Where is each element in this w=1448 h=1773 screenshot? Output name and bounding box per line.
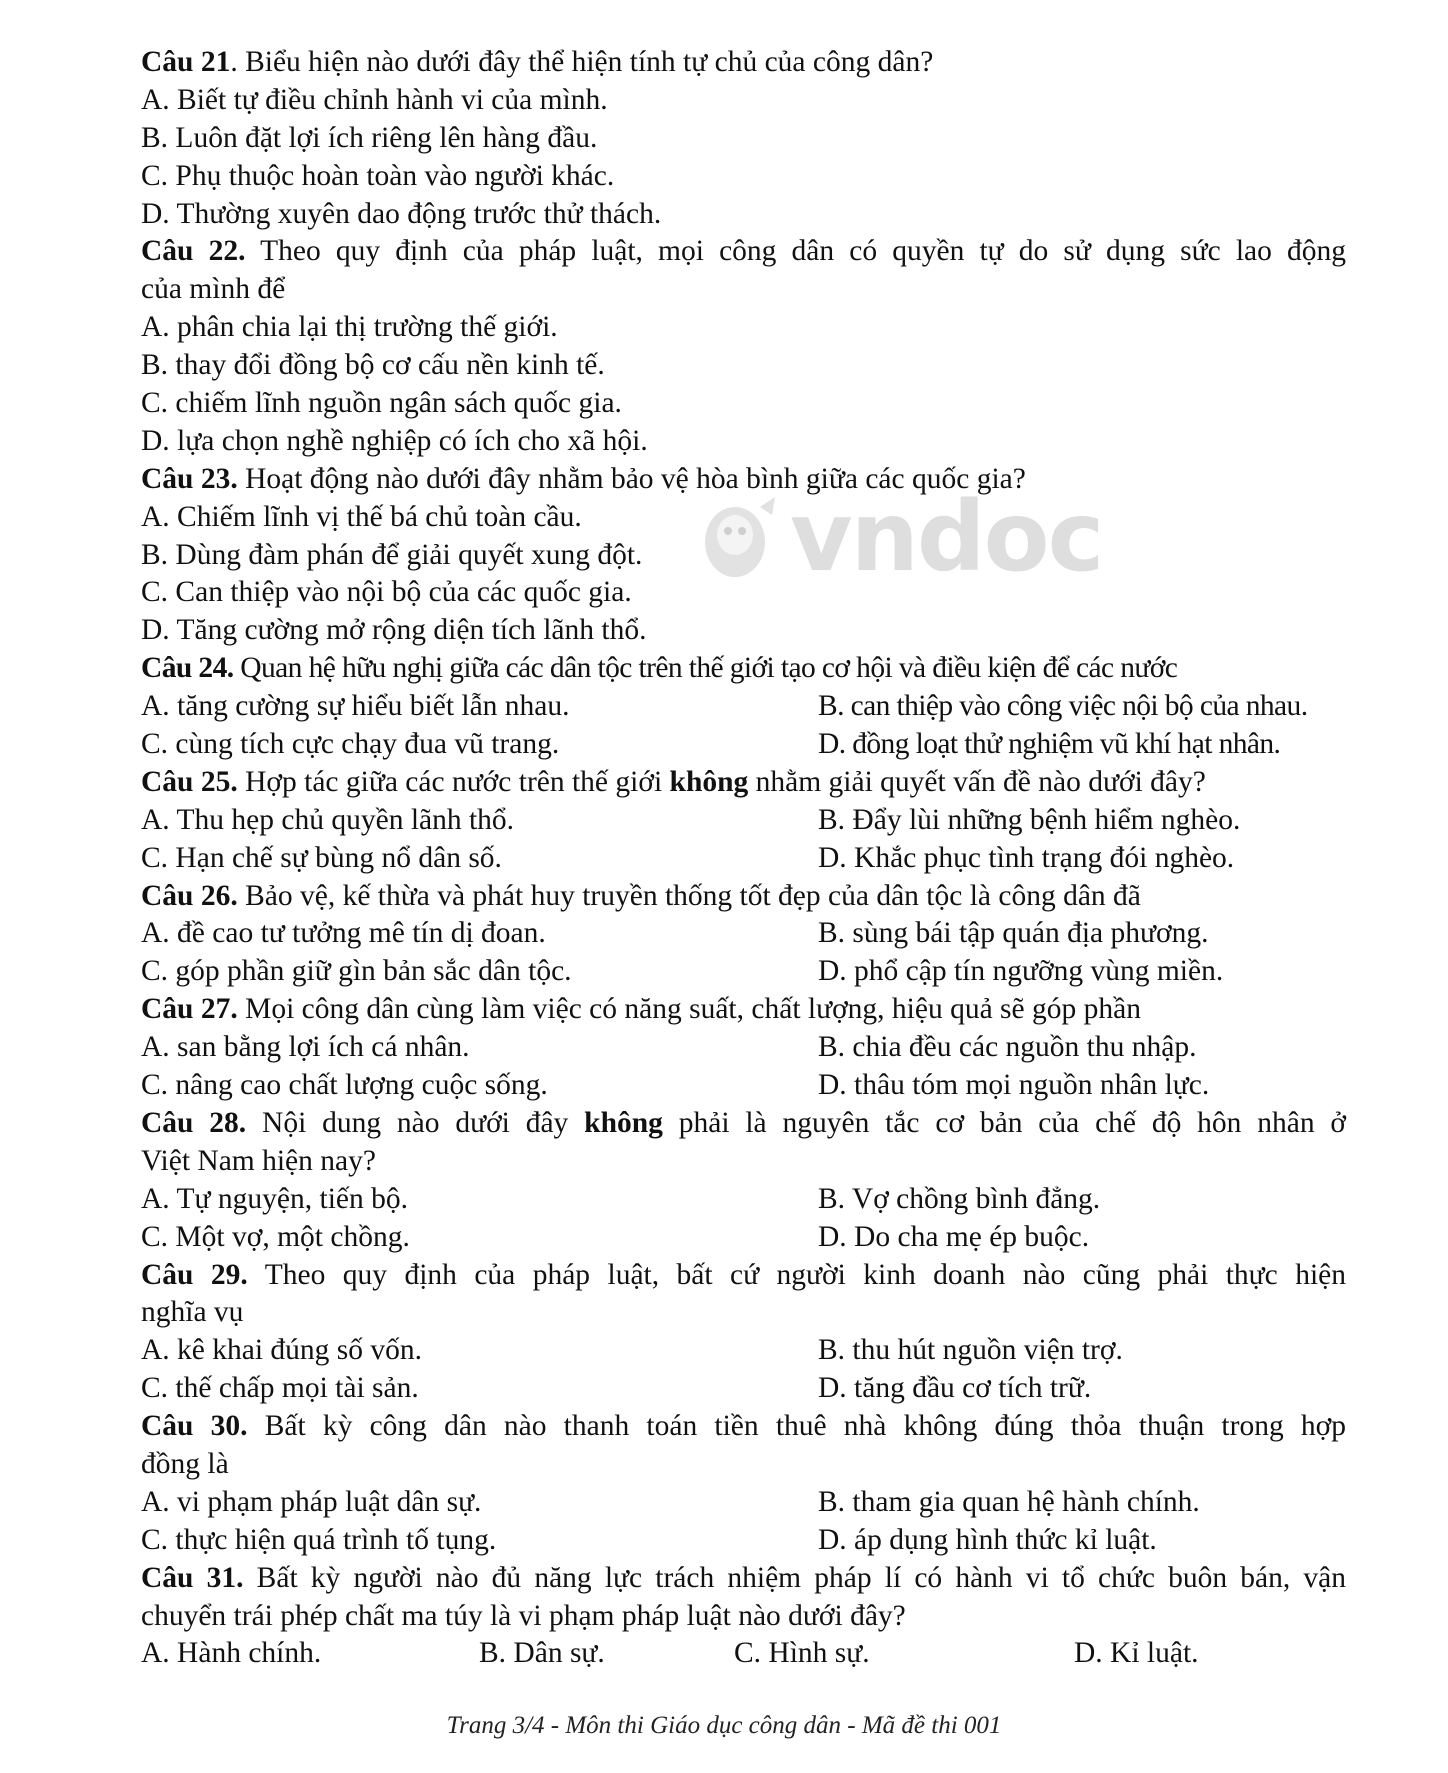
question-text-cont: chuyển trái phép chất ma túy là vi phạm pháp luật nào dưới đây? xyxy=(141,1599,906,1632)
answer-option: D. lựa chọn nghề nghiệp có ích cho xã hội. xyxy=(141,424,648,457)
question-stem: Câu 21. Biểu hiện nào dưới đây thể hiện tính tự chủ của công dân? xyxy=(141,46,934,78)
watermark-text: vndoc xyxy=(790,481,1103,593)
question-text: Biểu hiện nào dưới đây thể hiện tính tự chủ của công dân? xyxy=(245,46,934,78)
answer-option: D. phổ cập tín ngưỡng vùng miền. xyxy=(818,955,1224,988)
vndoc-watermark xyxy=(690,481,1110,593)
answer-option: A. Chiếm lĩnh vị thế bá chủ toàn cầu. xyxy=(141,500,582,533)
mascot-icon xyxy=(690,487,785,587)
answer-row xyxy=(141,1219,1346,1257)
question-text: Theo quy định của pháp luật, mọi công dân có quyền tự do sử dụng sức lao động xyxy=(260,235,1346,268)
answer-option: A. san bằng lợi ích cá nhân. xyxy=(141,1031,470,1064)
question-stem xyxy=(141,878,1346,916)
answer-option: A. phân chia lại thị trường thế giới. xyxy=(141,311,558,344)
answer-option: A. Thu hẹp chủ quyền lãnh thổ. xyxy=(141,803,515,836)
answer-option: C. Hạn chế sự bùng nổ dân số. xyxy=(141,841,502,874)
question-text: phải là nguyên tắc cơ bản của chế độ hôn nhân ở xyxy=(678,1106,1347,1139)
answer-option: B. Luôn đặt lợi ích riêng lên hàng đầu. xyxy=(141,121,598,154)
answer-row xyxy=(141,1484,1346,1522)
answer-option: B. tham gia quan hệ hành chính. xyxy=(818,1485,1200,1518)
answer-option: A. vi phạm pháp luật dân sự. xyxy=(141,1485,482,1518)
emphasis-word: không xyxy=(584,1106,663,1139)
answer-option: C. chiếm lĩnh nguồn ngân sách quốc gia. xyxy=(141,387,622,420)
question-stem xyxy=(141,991,1346,1029)
question-text-cont: Việt Nam hiện nay? xyxy=(141,1144,376,1177)
answer-option: B. can thiệp vào công việc nội bộ của nhau. xyxy=(818,690,1308,723)
answer-row xyxy=(141,953,1346,991)
answer-option: A. kê khai đúng số vốn. xyxy=(141,1334,423,1367)
answer-option: C. cùng tích cực chạy đua vũ trang. xyxy=(141,728,560,761)
answer-option: B. chia đều các nguồn thu nhập. xyxy=(818,1031,1197,1064)
question-number: Câu 26. xyxy=(141,879,238,912)
question-text: nhằm giải quyết vấn đề nào dưới đây? xyxy=(755,765,1206,798)
answer-option: D. áp dụng hình thức kỉ luật. xyxy=(818,1523,1157,1556)
answer-option: A. Tự nguyện, tiến bộ. xyxy=(141,1182,408,1215)
answer-row xyxy=(141,1332,1346,1370)
question-text: Bất kỳ công dân nào thanh toán tiền thuê nhà không đúng thỏa thuận trong hợp xyxy=(264,1410,1346,1443)
question-text: Bảo vệ, kế thừa và phát huy truyền thống tốt đẹp của dân tộc là công dân đã xyxy=(245,879,1141,912)
answer-row xyxy=(141,840,1346,878)
question-text-cont: nghĩa vụ xyxy=(141,1296,244,1329)
answer-option: C. Một vợ, một chồng. xyxy=(141,1220,410,1253)
question-number: Câu 30. xyxy=(141,1410,248,1443)
answer-option: D. Khắc phục tình trạng đói nghèo. xyxy=(818,841,1235,874)
answer-row xyxy=(141,915,1346,953)
answer-row xyxy=(141,1029,1346,1067)
answer-option: B. Dùng đàm phán để giải quyết xung đột. xyxy=(141,538,643,571)
answer-option: D. Tăng cường mở rộng diện tích lãnh thổ. xyxy=(141,614,647,647)
question-stem xyxy=(141,1105,1346,1143)
answer-option: C. góp phần giữ gìn bản sắc dân tộc. xyxy=(141,955,572,988)
answer-option: A. Hành chính. xyxy=(141,1637,322,1670)
answer-option: D. thâu tóm mọi nguồn nhân lực. xyxy=(818,1069,1210,1102)
question-number: Câu 25. xyxy=(141,765,238,798)
answer-option: C. thực hiện quá trình tố tụng. xyxy=(141,1523,497,1556)
answer-row xyxy=(141,802,1346,840)
question-number: Câu 28. xyxy=(141,1106,247,1139)
question-text: Quan hệ hữu nghị giữa các dân tộc trên thế giới tạo cơ hội và điều kiện để các nước xyxy=(240,652,1178,685)
answer-row xyxy=(141,1635,1346,1673)
answer-option: C. Phụ thuộc hoàn toàn vào người khác. xyxy=(141,159,615,192)
question-stem xyxy=(141,1560,1346,1598)
question-text: Nội dung nào dưới đây xyxy=(262,1106,569,1139)
question-text-cont: đồng là xyxy=(141,1447,229,1480)
answer-option: D. đồng loạt thử nghiệm vũ khí hạt nhân. xyxy=(818,728,1281,761)
question-stem xyxy=(141,233,1346,271)
answer-option: B. Dân sự. xyxy=(479,1637,605,1670)
answer-option: C. Hình sự. xyxy=(734,1637,870,1670)
question-text: Hoạt động nào dưới đây nhằm bảo vệ hòa bình giữa các quốc gia? xyxy=(245,462,1026,495)
answer-option: A. Biết tự điều chỉnh hành vi của mình. xyxy=(141,83,608,116)
question-text-cont: của mình để xyxy=(141,273,286,306)
answer-row xyxy=(141,1522,1346,1560)
answer-option: B. sùng bái tập quán địa phương. xyxy=(818,917,1209,950)
answer-row xyxy=(141,1181,1346,1219)
answer-option: A. đề cao tư tưởng mê tín dị đoan. xyxy=(141,917,546,950)
question-number: Câu 27. xyxy=(141,993,238,1026)
answer-row xyxy=(141,688,1346,726)
question-number: Câu 29. xyxy=(141,1258,248,1291)
answer-option: B. Đẩy lùi những bệnh hiểm nghèo. xyxy=(818,803,1241,836)
question-number: Câu 23. xyxy=(141,462,238,495)
question-text: Mọi công dân cùng làm việc có năng suất, chất lượng, hiệu quả sẽ góp phần xyxy=(245,993,1141,1026)
question-text: Hợp tác giữa các nước trên thế giới xyxy=(245,765,663,798)
question-number: Câu 21 xyxy=(141,46,231,78)
answer-option: D. Do cha mẹ ép buộc. xyxy=(818,1220,1090,1253)
answer-option: C. nâng cao chất lượng cuộc sống. xyxy=(141,1069,548,1102)
answer-option: D. Kỉ luật. xyxy=(1074,1637,1199,1670)
question-text: Theo quy định của pháp luật, bất cứ người kinh doanh nào cũng phải thực hiện xyxy=(264,1258,1346,1291)
emphasis-word: không xyxy=(669,765,749,798)
question-stem xyxy=(141,650,1346,688)
question-number: Câu 24. xyxy=(141,652,234,685)
page-footer: Trang 3/4 - Môn thi Giáo dục công dân - Mã đề thi 001 xyxy=(446,1712,1002,1739)
answer-row xyxy=(141,1067,1346,1105)
question-stem xyxy=(141,1408,1346,1446)
answer-option: D. tăng đầu cơ tích trữ. xyxy=(818,1372,1092,1405)
answer-option: C. Can thiệp vào nội bộ của các quốc gia. xyxy=(141,576,632,609)
answer-option: B. Vợ chồng bình đẳng. xyxy=(818,1182,1101,1215)
answer-option: B. thu hút nguồn viện trợ. xyxy=(818,1334,1123,1367)
answer-option: B. thay đổi đồng bộ cơ cấu nền kinh tế. xyxy=(141,349,605,382)
answer-row xyxy=(141,1370,1346,1408)
question-number: Câu 31. xyxy=(141,1561,244,1594)
question-text: Bất kỳ người nào đủ năng lực trách nhiệm pháp lí có hành vi tổ chức buôn bán, vận xyxy=(256,1561,1347,1594)
question-number: Câu 22. xyxy=(141,235,246,268)
answer-option: D. Thường xuyên dao động trước thử thách. xyxy=(141,197,662,230)
exam-page xyxy=(141,44,1346,1673)
question-stem xyxy=(141,764,1346,802)
answer-option: A. tăng cường sự hiểu biết lẫn nhau. xyxy=(141,690,570,723)
answer-row xyxy=(141,726,1346,764)
answer-option: C. thế chấp mọi tài sản. xyxy=(141,1372,419,1405)
question-stem xyxy=(141,1257,1346,1295)
